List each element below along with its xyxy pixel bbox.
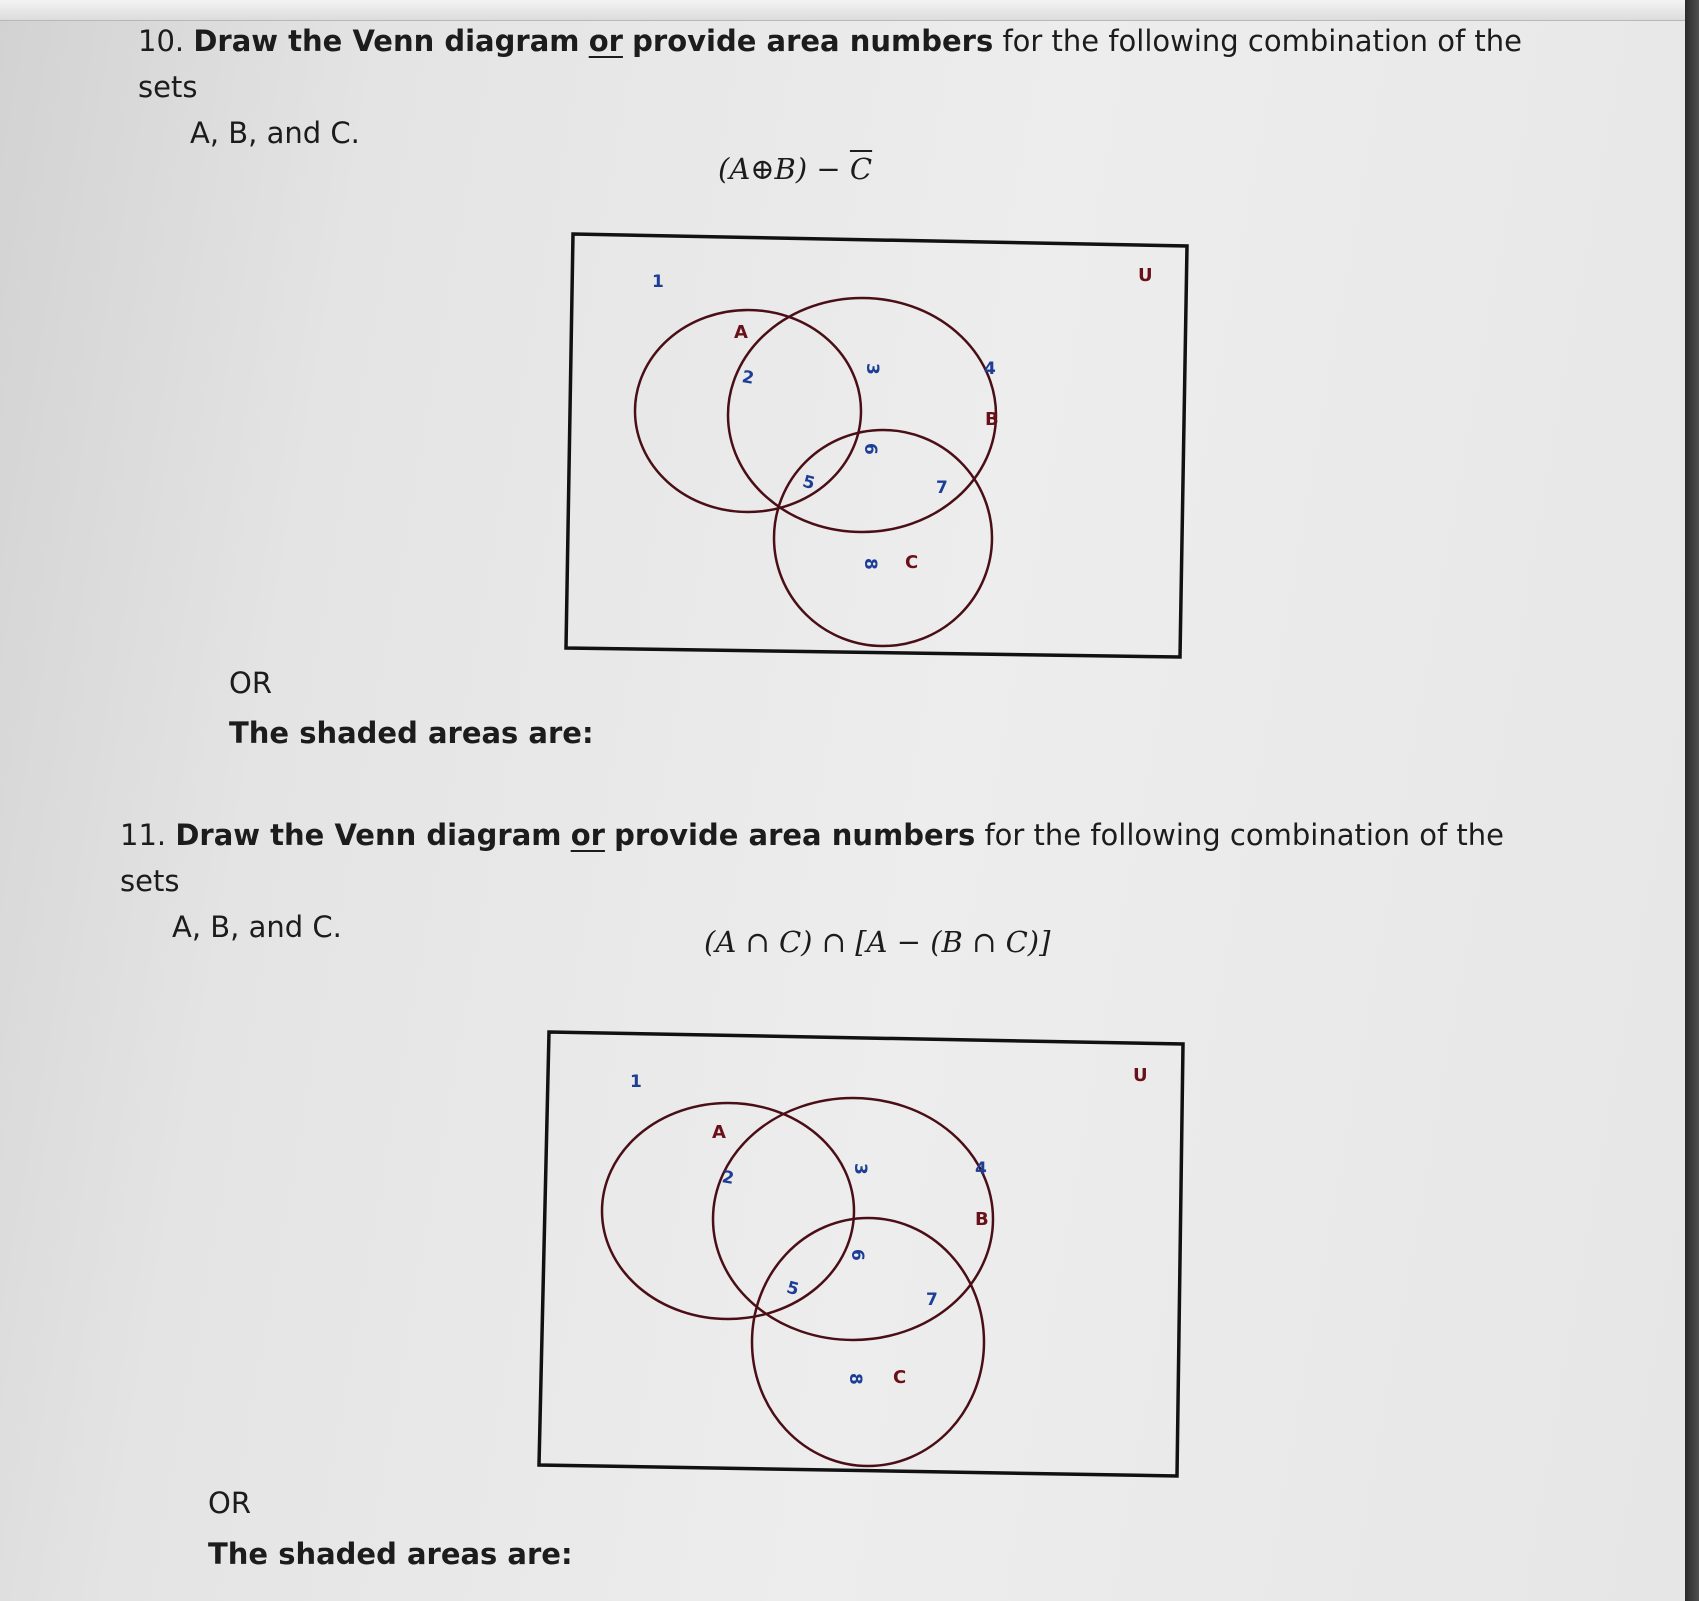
question-11-answer-prompt: The shaded areas are: [208, 1537, 573, 1571]
region-4-label: 4 [984, 359, 996, 379]
instruction-rest: for the following combination of the sets [138, 24, 1523, 104]
region-3-label: 3 [862, 363, 882, 375]
instruction-bold: provide area numbers [614, 818, 976, 852]
region-6-label: 6 [860, 443, 880, 455]
region-7-label: 7 [926, 1290, 938, 1310]
instruction-bold: provide area numbers [632, 24, 994, 58]
formula-complement: $\overline{C}$ [849, 152, 873, 186]
question-11-formula [704, 925, 1050, 959]
set-c-label: C [893, 1367, 907, 1388]
universe-label: U [1138, 265, 1153, 286]
set-b-label: B [975, 1209, 989, 1230]
screen-edge [1685, 0, 1699, 1601]
set-c-label: C [905, 552, 919, 573]
set-a-circle [602, 1103, 854, 1319]
region-8-label: 8 [860, 558, 880, 570]
question-10-or: OR [229, 666, 272, 700]
instruction-bold: Draw the Venn diagram [175, 818, 562, 852]
region-1-label: 1 [652, 272, 664, 292]
region-5-label: 5 [800, 471, 817, 495]
instruction-sets: A, B, and C. [190, 116, 360, 150]
question-number: 11. [120, 818, 167, 852]
region-3-label: 3 [850, 1163, 870, 1175]
region-5-label: 5 [784, 1277, 801, 1301]
set-a-label: A [712, 1122, 726, 1143]
set-a-label: A [734, 322, 748, 343]
set-c-circle [752, 1218, 984, 1466]
region-2-label: 2 [740, 367, 756, 389]
instruction-or: or [588, 24, 623, 58]
venn-diagram-11 [535, 1028, 1185, 1478]
question-11-or: OR [208, 1486, 251, 1520]
question-number: 10. [138, 24, 185, 58]
region-7-label: 7 [936, 478, 948, 498]
instruction-bold: Draw the Venn diagram [193, 24, 580, 58]
set-a-circle [635, 310, 861, 512]
instruction-sets: A, B, and C. [172, 910, 342, 944]
formula-expression: (A ∩ C) ∩ [A − (B ∩ C)] [704, 925, 1051, 959]
question-10-answer-prompt: The shaded areas are: [229, 716, 594, 750]
instruction-rest: for the following combination of the sets [120, 818, 1505, 898]
region-1-label: 1 [630, 1072, 642, 1092]
instruction-or: or [570, 818, 605, 852]
region-6-label: 6 [847, 1249, 867, 1261]
venn-diagram-10 [560, 228, 1180, 653]
set-b-label: B [985, 409, 999, 430]
universe-label: U [1133, 1065, 1148, 1086]
question-10-text [138, 18, 1568, 156]
region-2-label: 2 [720, 1167, 736, 1190]
region-8-label: 8 [845, 1373, 865, 1385]
region-4-label: 4 [975, 1159, 987, 1179]
formula-expression: (A⊕B) − [718, 152, 850, 186]
question-10-formula [718, 152, 872, 186]
set-c-circle [774, 430, 992, 646]
